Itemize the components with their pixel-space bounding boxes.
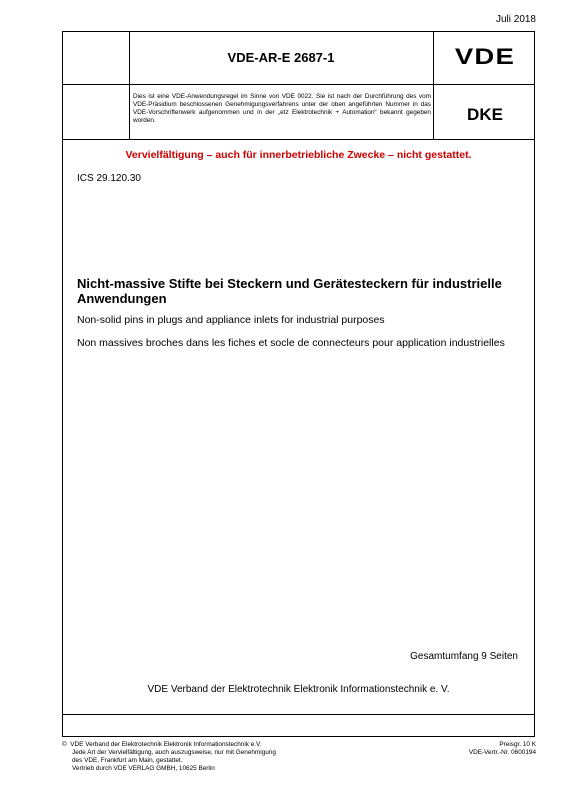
cover-frame <box>62 31 535 737</box>
frame-divider <box>129 32 130 139</box>
approval-notice: Dies ist eine VDE-Anwendungsregel im Sinne von VDE 0022. Sie ist nach der Durchführung des vom VDE-Präsidium beschlossenen Genehmigungsverfahrens unter der oben angeführten Nummer in das VDE-Vorschriftenwerk aufgenommen und in der „etz Elektrotechnik + Automation“ bekannt gegeben worden. <box>133 93 431 124</box>
title-german: Nicht-massive Stifte bei Steckern und Gerätesteckern für industrielle Anwendungen <box>77 276 502 306</box>
ics-code: ICS 29.120.30 <box>77 173 141 184</box>
vde-logo: VDE <box>454 44 516 69</box>
reproduction-line: Jede Art der Vervielfältigung, auch auszugsweise, nur mit Genehmigung <box>72 749 276 756</box>
distribution-number: VDE-Vertr.-Nr. 0600194 <box>468 749 536 756</box>
copy-warning: Vervielfältigung – auch für innerbetriebliche Zwecke – nicht gestattet. <box>125 149 472 161</box>
frame-divider <box>63 84 534 85</box>
distribution-line: Vertrieb durch VDE VERLAG GMBH, 10625 Berlin <box>72 765 215 772</box>
copyright-symbol: © <box>62 741 67 748</box>
price-group: Preisgr. 10 K <box>499 741 536 748</box>
publication-date: Juli 2018 <box>495 14 536 25</box>
dke-label: DKE <box>467 105 503 124</box>
footer-price <box>469 741 536 757</box>
footer-copyright <box>62 741 276 773</box>
standard-number: VDE-AR-E 2687-1 <box>227 50 335 65</box>
frame-divider <box>63 714 534 715</box>
publisher-name: VDE Verband der Elektrotechnik Elektronik Informationstechnik e. V. <box>147 684 450 695</box>
title-french: Non massives broches dans les fiches et socle de connecteurs pour application industrielles <box>77 337 505 349</box>
frame-divider <box>63 139 534 140</box>
total-pages: Gesamtumfang 9 Seiten <box>410 651 518 662</box>
copyright-holder: VDE Verband der Elektrotechnik Elektronik Informationstechnik e.V. <box>70 741 262 748</box>
reproduction-line: des VDE, Frankfurt am Main, gestattet. <box>72 757 183 764</box>
title-english: Non-solid pins in plugs and appliance inlets for industrial purposes <box>77 314 385 326</box>
copyright-line <box>62 741 276 749</box>
